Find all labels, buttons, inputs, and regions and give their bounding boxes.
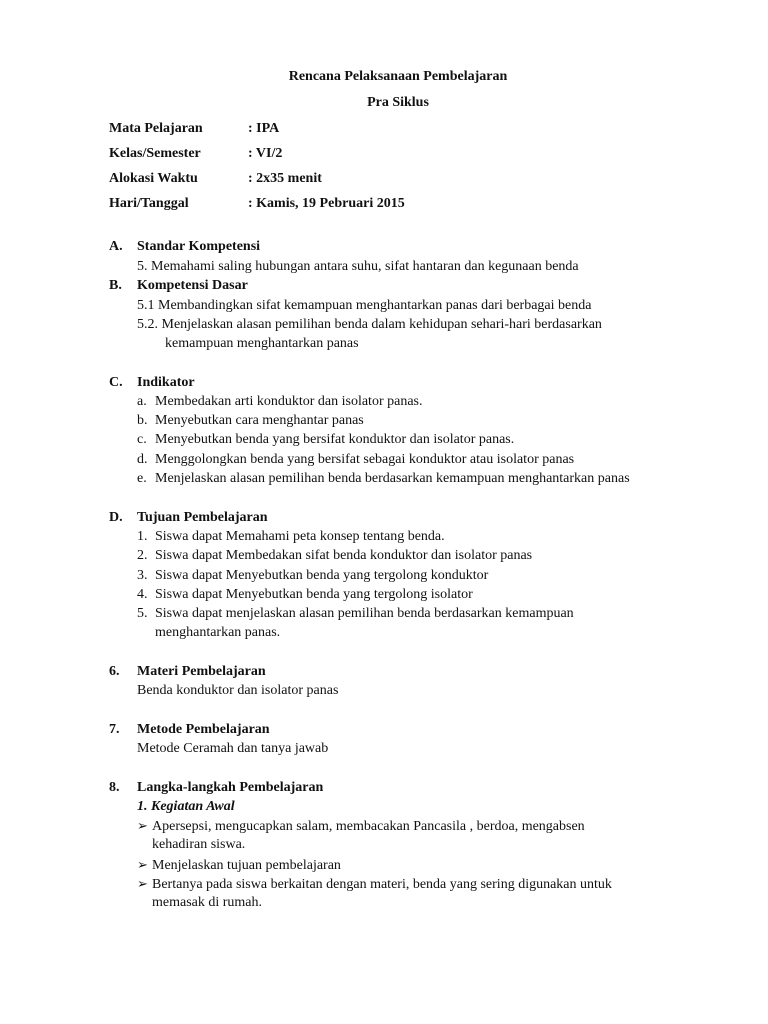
section-b-heading: Kompetensi Dasar: [137, 278, 248, 293]
meta-value-time: : 2x35 menit: [248, 171, 322, 186]
bullet-item: [137, 817, 585, 836]
indicator-marker: c.: [137, 432, 147, 447]
bullet-text: Bertanya pada siswa berkaitan dengan materi, benda yang sering digunakan untuk: [152, 877, 612, 892]
indicator-text: Menyebutkan cara menghantar panas: [155, 413, 364, 428]
section-b-item-1: 5.1 Membandingkan sifat kemampuan menghantarkan panas dari berbagai benda: [137, 298, 592, 313]
objective-text: Siswa dapat Menyebutkan benda yang tergolong konduktor: [155, 568, 489, 583]
section-c-heading: Indikator: [137, 375, 195, 390]
section-d-marker: D.: [109, 510, 123, 525]
meta-label-subject: Mata Pelajaran: [109, 121, 203, 136]
objective-text-cont: menghantarkan panas.: [155, 625, 281, 640]
objective-marker: 5.: [137, 606, 148, 621]
section-c-marker: C.: [109, 375, 123, 390]
objective-text: Siswa dapat Memahami peta konsep tentang benda.: [155, 529, 445, 544]
arrow-bullet-icon: ➢: [137, 876, 148, 891]
section-8-marker: 8.: [109, 780, 120, 795]
section-6-heading: Materi Pembelajaran: [137, 664, 266, 679]
bullet-text: Menjelaskan tujuan pembelajaran: [152, 858, 341, 873]
section-7-heading: Metode Pembelajaran: [137, 722, 270, 737]
objective-marker: 3.: [137, 568, 148, 583]
indicator-marker: a.: [137, 394, 147, 409]
sub-heading-kegiatan-awal: 1. Kegiatan Awal: [137, 799, 235, 814]
bullet-item: [137, 875, 612, 894]
objective-marker: 2.: [137, 548, 148, 563]
document-subtitle: Pra Siklus: [367, 95, 429, 110]
meta-value-date: : Kamis, 19 Pebruari 2015: [248, 196, 405, 211]
section-b-marker: B.: [109, 278, 122, 293]
section-7-marker: 7.: [109, 722, 120, 737]
objective-text: Siswa dapat Membedakan sifat benda konduktor dan isolator panas: [155, 548, 533, 563]
meta-value-class: : VI/2: [248, 146, 283, 161]
section-6-marker: 6.: [109, 664, 120, 679]
indicator-text: Menggolongkan benda yang bersifat sebagai konduktor atau isolator panas: [155, 452, 575, 467]
arrow-bullet-icon: ➢: [137, 818, 148, 833]
bullet-item: [137, 856, 341, 875]
objective-text: Siswa dapat Menyebutkan benda yang tergolong isolator: [155, 587, 473, 602]
meta-label-date: Hari/Tanggal: [109, 196, 189, 211]
section-b-item-2: 5.2. Menjelaskan alasan pemilihan benda dalam kehidupan sehari-hari berdasarkan: [137, 317, 602, 332]
meta-label-time: Alokasi Waktu: [109, 171, 198, 186]
objective-marker: 1.: [137, 529, 148, 544]
section-a-heading: Standar Kompetensi: [137, 239, 261, 254]
section-a-marker: A.: [109, 239, 123, 254]
section-a-item: 5. Memahami saling hubungan antara suhu, sifat hantaran dan kegunaan benda: [137, 259, 579, 274]
document-title: Rencana Pelaksanaan Pembelajaran: [288, 69, 508, 84]
arrow-bullet-icon: ➢: [137, 857, 148, 872]
indicator-text: Membedakan arti konduktor dan isolator panas.: [155, 394, 423, 409]
section-b-item-2-cont: kemampuan menghantarkan panas: [165, 336, 359, 351]
bullet-text-cont: memasak di rumah.: [152, 895, 263, 910]
section-8-heading: Langka-langkah Pembelajaran: [137, 780, 324, 795]
indicator-marker: e.: [137, 471, 147, 486]
indicator-marker: b.: [137, 413, 148, 428]
bullet-text: Apersepsi, mengucapkan salam, membacakan Pancasila , berdoa, mengabsen: [152, 819, 585, 834]
section-6-text: Benda konduktor dan isolator panas: [137, 683, 339, 698]
meta-value-subject: : IPA: [248, 121, 280, 136]
bullet-text-cont: kehadiran siswa.: [152, 837, 246, 852]
indicator-marker: d.: [137, 452, 148, 467]
indicator-text: Menyebutkan benda yang bersifat konduktor dan isolator panas.: [155, 432, 515, 447]
section-d-heading: Tujuan Pembelajaran: [137, 510, 268, 525]
indicator-text: Menjelaskan alasan pemilihan benda berdasarkan kemampuan menghantarkan panas: [155, 471, 630, 486]
objective-text: Siswa dapat menjelaskan alasan pemilihan benda berdasarkan kemampuan: [155, 606, 574, 621]
section-7-text: Metode Ceramah dan tanya jawab: [137, 741, 329, 756]
objective-marker: 4.: [137, 587, 148, 602]
meta-label-class: Kelas/Semester: [109, 146, 201, 161]
